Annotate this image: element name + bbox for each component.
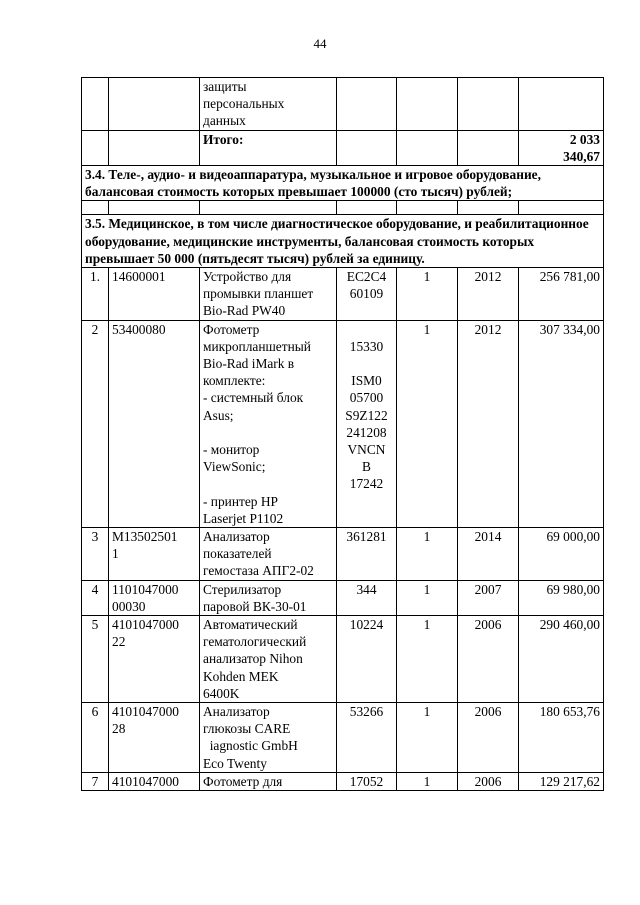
serial-number-line: 60109: [349, 286, 384, 302]
item-name-line: - монитор: [203, 442, 260, 458]
row-number-cell: [82, 772, 109, 790]
row-number-cell: [82, 580, 109, 615]
total-row: [82, 130, 604, 165]
serial-number-cell: [337, 580, 397, 615]
item-name-line: Анализатор: [203, 704, 270, 720]
continuation-name-cell: [200, 78, 337, 131]
inventory-code-line: 28: [112, 721, 126, 737]
quantity-cell: 1: [397, 268, 458, 321]
item-name-line: Kohden MEK: [203, 668, 279, 684]
serial-number-cell: [337, 268, 397, 321]
item-name-line: паровой ВК-30-01: [203, 598, 307, 614]
item-name-line: гемостаза АПГ2-02: [203, 563, 314, 579]
row-number: 5: [91, 617, 99, 633]
serial-number-line: S9Z122: [345, 407, 388, 423]
serial-number-cell: [337, 528, 397, 581]
item-name-cell: [200, 616, 337, 703]
continuation-row: [82, 78, 604, 131]
item-name-cell: [200, 703, 337, 773]
cost-cell: 256 781,00: [519, 268, 604, 321]
inventory-code-cell: [109, 268, 200, 321]
item-name-line: 6400K: [203, 685, 240, 701]
year-cell: 2007: [458, 580, 519, 615]
serial-number-line: 361281: [346, 529, 387, 545]
item-name-cell: [200, 528, 337, 581]
table-row: [82, 703, 604, 773]
row-number-cell: [82, 268, 109, 321]
item-name-line: глюкозы CARE: [203, 721, 291, 737]
item-name-line: [203, 424, 333, 441]
table-row: [82, 772, 604, 790]
inventory-code-line: 4101047000: [112, 704, 179, 720]
table-row: [82, 616, 604, 703]
year-cell: 2012: [458, 320, 519, 527]
row-number: 7: [91, 773, 99, 789]
table-row: [82, 580, 604, 615]
table-row: [82, 268, 604, 321]
section-heading-row: [82, 215, 604, 268]
cost-cell: 290 460,00: [519, 616, 604, 703]
serial-number-cell: [337, 616, 397, 703]
item-name-line: Автоматический: [203, 617, 298, 633]
quantity-cell: 1: [397, 580, 458, 615]
item-name-line: Фотометр: [203, 321, 260, 337]
item-name-line: Bio-Rad PW40: [203, 303, 286, 319]
item-name-line: промывки планшет: [203, 286, 314, 302]
section-3-5-heading: 3.5. Медицинское, в том числе диагностическое оборудование, и реабилитационное оборудование, медицинские инструменты, балансовая стоимость которых превышает 50 000 (пятьдесят тысяч) рублей за единицу.: [82, 215, 604, 268]
serial-number-cell: [337, 320, 397, 527]
quantity-cell: 1: [397, 772, 458, 790]
inventory-code-cell: [109, 528, 200, 581]
continuation-name-line: защиты: [203, 79, 247, 94]
inventory-code-cell: [109, 580, 200, 615]
serial-number-line: 344: [356, 581, 377, 597]
serial-number-line: [340, 355, 393, 372]
row-number-cell: [82, 320, 109, 527]
section-3-4-heading: 3.4. Теле-, аудио- и видеоаппаратура, музыкальное и игровое оборудование, балансовая стоимость которых превышает 100000 (сто тысяч) рублей;: [82, 166, 604, 201]
serial-number-line: 241208: [346, 424, 387, 440]
inventory-code-line: 4101047000: [112, 773, 179, 789]
item-name-line: - принтер HP: [203, 493, 278, 509]
continuation-name-line: персональных: [203, 96, 285, 112]
item-name-line: - системный блок: [203, 390, 304, 406]
inventory-code-line: 1101047000: [112, 581, 179, 597]
item-name-line: комплекте:: [203, 373, 266, 389]
table-row: [82, 320, 604, 527]
item-name-line: Eco Twenty: [203, 755, 267, 771]
year-cell: 2006: [458, 772, 519, 790]
empty-row: [82, 201, 604, 215]
row-number: 2: [91, 321, 99, 337]
inventory-code-line: 22: [112, 634, 126, 650]
inventory-code-cell: [109, 772, 200, 790]
item-name-line: Устройство для: [203, 269, 292, 285]
item-name-cell: [200, 772, 337, 790]
cost-cell: 129 217,62: [519, 772, 604, 790]
cost-cell: 180 653,76: [519, 703, 604, 773]
item-name-line: анализатор Nihon: [203, 651, 303, 667]
cost-cell: 69 000,00: [519, 528, 604, 581]
serial-number-line: ISM0: [351, 373, 382, 389]
row-number-cell: [82, 528, 109, 581]
cost-cell: 69 980,00: [519, 580, 604, 615]
year-cell: 2006: [458, 703, 519, 773]
inventory-code-cell: [109, 703, 200, 773]
serial-number-line: B: [362, 459, 371, 475]
serial-number-line: 53266: [349, 704, 384, 720]
item-name-line: Фотометр для: [203, 773, 283, 789]
serial-number-line: 05700: [349, 390, 384, 406]
page-number: 44: [313, 36, 327, 51]
item-name-cell: [200, 580, 337, 615]
quantity-cell: 1: [397, 703, 458, 773]
inventory-code-cell: [109, 616, 200, 703]
row-number-cell: [82, 616, 109, 703]
section-heading-row: [82, 166, 604, 201]
serial-number-cell: [337, 703, 397, 773]
row-number: 3: [91, 529, 99, 545]
year-cell: 2014: [458, 528, 519, 581]
inventory-code-line: M13502501: [112, 529, 178, 545]
item-name-cell: [200, 268, 337, 321]
item-name-line: iagnostic GmbH: [203, 738, 298, 754]
serial-number-line: [340, 321, 393, 338]
row-number: 4: [91, 581, 99, 597]
row-number: 1.: [89, 269, 101, 285]
total-value-line: 340,67: [563, 148, 600, 164]
item-name-line: ViewSonic;: [203, 459, 266, 475]
inventory-code-line: 53400080: [112, 321, 166, 337]
serial-number-line: 10224: [349, 617, 384, 633]
row-number: 6: [91, 704, 99, 720]
serial-number-cell: [337, 772, 397, 790]
item-name-cell: [200, 320, 337, 527]
inventory-table: [81, 77, 604, 791]
quantity-cell: 1: [397, 320, 458, 527]
item-name-line: гематологический: [203, 634, 307, 650]
year-cell: 2012: [458, 268, 519, 321]
inventory-code-cell: [109, 320, 200, 527]
item-name-line: микропланшетный: [203, 338, 311, 354]
item-name-line: Laserjet P1102: [203, 510, 284, 526]
table-row: [82, 528, 604, 581]
item-name-line: Bio-Rad iMark в: [203, 356, 295, 372]
cost-cell: 307 334,00: [519, 320, 604, 527]
inventory-code-line: 4101047000: [112, 617, 179, 633]
year-cell: 2006: [458, 616, 519, 703]
total-value-line: 2 033: [569, 131, 600, 147]
serial-number-line: 15330: [349, 338, 384, 354]
serial-number-line: VNCN: [347, 442, 386, 458]
total-label: Итого:: [200, 130, 337, 165]
item-name-line: Анализатор: [203, 529, 270, 545]
inventory-code-line: 00030: [112, 598, 146, 614]
quantity-cell: 1: [397, 528, 458, 581]
item-name-line: Asus;: [203, 407, 234, 423]
serial-number-line: 17052: [349, 773, 384, 789]
inventory-code-line: 1: [112, 546, 119, 562]
inventory-code-line: 14600001: [112, 269, 166, 285]
quantity-cell: 1: [397, 616, 458, 703]
serial-number-line: EC2C4: [346, 269, 387, 285]
continuation-name-line: данных: [203, 113, 246, 129]
item-name-line: [203, 475, 333, 492]
item-name-line: Стерилизатор: [203, 581, 282, 597]
total-value: [519, 130, 604, 165]
item-name-line: показателей: [203, 546, 272, 562]
row-number-cell: [82, 703, 109, 773]
serial-number-line: 17242: [349, 476, 384, 492]
